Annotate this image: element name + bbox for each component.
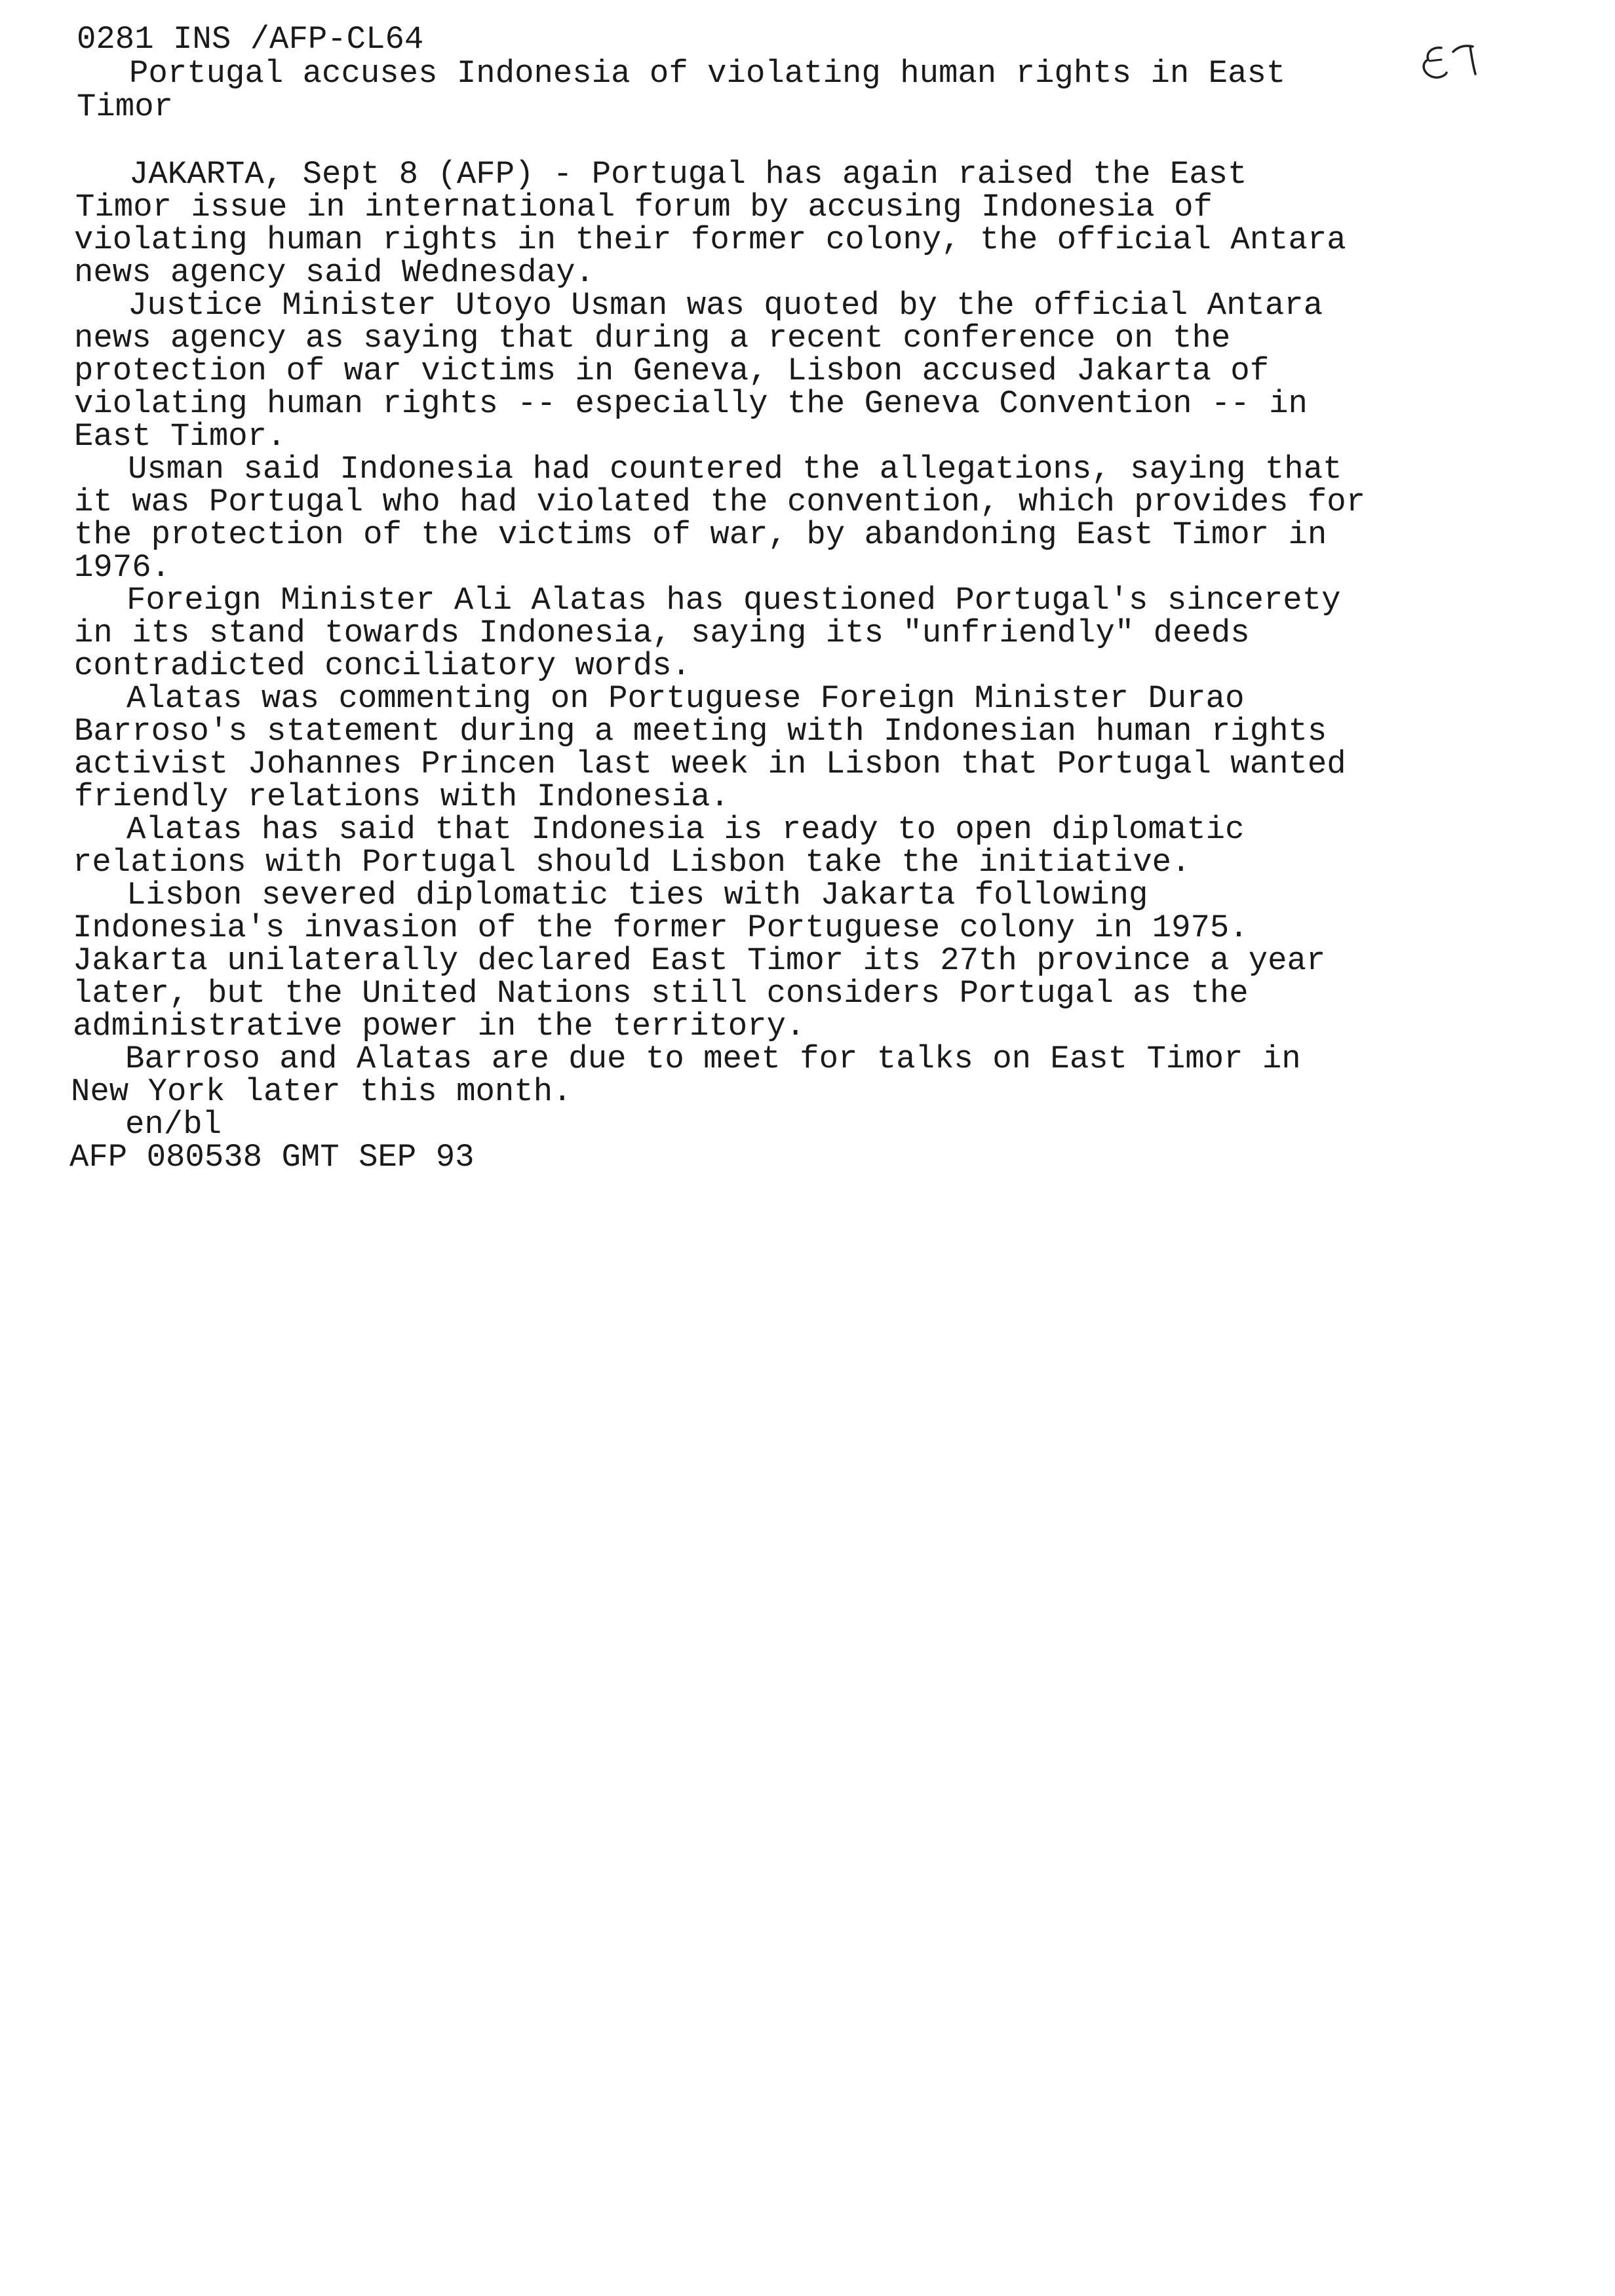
body-line: Alatas was commenting on Portuguese Foreign Minister Durao bbox=[126, 680, 1245, 717]
body-line: 1976. bbox=[74, 549, 171, 586]
body-line: Barroso and Alatas are due to meet for talks on East Timor in bbox=[125, 1041, 1301, 1077]
body-line: the protection of the victims of war, by abandoning East Timor in bbox=[74, 516, 1327, 553]
body-line: friendly relations with Indonesia. bbox=[74, 778, 730, 815]
footer-dateline: AFP 080538 GMT SEP 93 bbox=[69, 1139, 475, 1176]
body-line: activist Johannes Princen last week in Lisbon that Portugal wanted bbox=[74, 746, 1346, 782]
body-line: Foreign Minister Ali Alatas has questioned Portugal's sincerety bbox=[126, 582, 1341, 619]
body-line: Timor issue in international forum by accusing Indonesia of bbox=[75, 189, 1213, 225]
body-line: protection of war victims in Geneva, Lisbon accused Jakarta of bbox=[74, 353, 1270, 389]
body-line: Usman said Indonesia had countered the allegations, saying that bbox=[128, 451, 1342, 488]
headline-line-1: Portugal accuses Indonesia of violating human rights in East bbox=[129, 55, 1286, 92]
sign-off: en/bl bbox=[125, 1106, 222, 1143]
body-line: Jakarta unilaterally declared East Timor its 27th province a year bbox=[73, 942, 1326, 979]
body-line: it was Portugal who had violated the convention, which provides for bbox=[74, 484, 1366, 520]
headline-line-2: Timor bbox=[77, 88, 174, 125]
body-line: violating human rights -- especially the Geneva Convention -- in bbox=[74, 385, 1308, 422]
body-line: later, but the United Nations still considers Portugal as the bbox=[73, 975, 1249, 1012]
body-line: contradicted conciliatory words. bbox=[74, 647, 691, 684]
body-line: relations with Portugal should Lisbon take the initiative. bbox=[73, 844, 1191, 881]
body-line: East Timor. bbox=[74, 418, 286, 455]
body-line: in its stand towards Indonesia, saying its "unfriendly" deeds bbox=[74, 615, 1250, 651]
handwritten-mark bbox=[1412, 36, 1485, 102]
body-line: Lisbon severed diplomatic ties with Jakarta following bbox=[126, 877, 1148, 913]
body-line: news agency as saying that during a recent conference on the bbox=[74, 320, 1231, 356]
body-line: Barroso's statement during a meeting with Indonesian human rights bbox=[74, 713, 1327, 750]
body-line: Justice Minister Utoyo Usman was quoted by the official Antara bbox=[128, 287, 1323, 324]
wire-slug: 0281 INS /AFP-CL64 bbox=[77, 21, 424, 58]
body-line: administrative power in the territory. bbox=[73, 1008, 806, 1044]
body-line: news agency said Wednesday. bbox=[74, 254, 594, 291]
body-line: violating human rights in their former colony, the official Antara bbox=[74, 221, 1346, 258]
body-line: Alatas has said that Indonesia is ready to open diplomatic bbox=[126, 811, 1245, 848]
body-line: Indonesia's invasion of the former Portuguese colony in 1975. bbox=[73, 909, 1249, 946]
body-line: JAKARTA, Sept 8 (AFP) - Portugal has again raised the East bbox=[129, 156, 1247, 193]
body-line: New York later this month. bbox=[71, 1073, 572, 1110]
